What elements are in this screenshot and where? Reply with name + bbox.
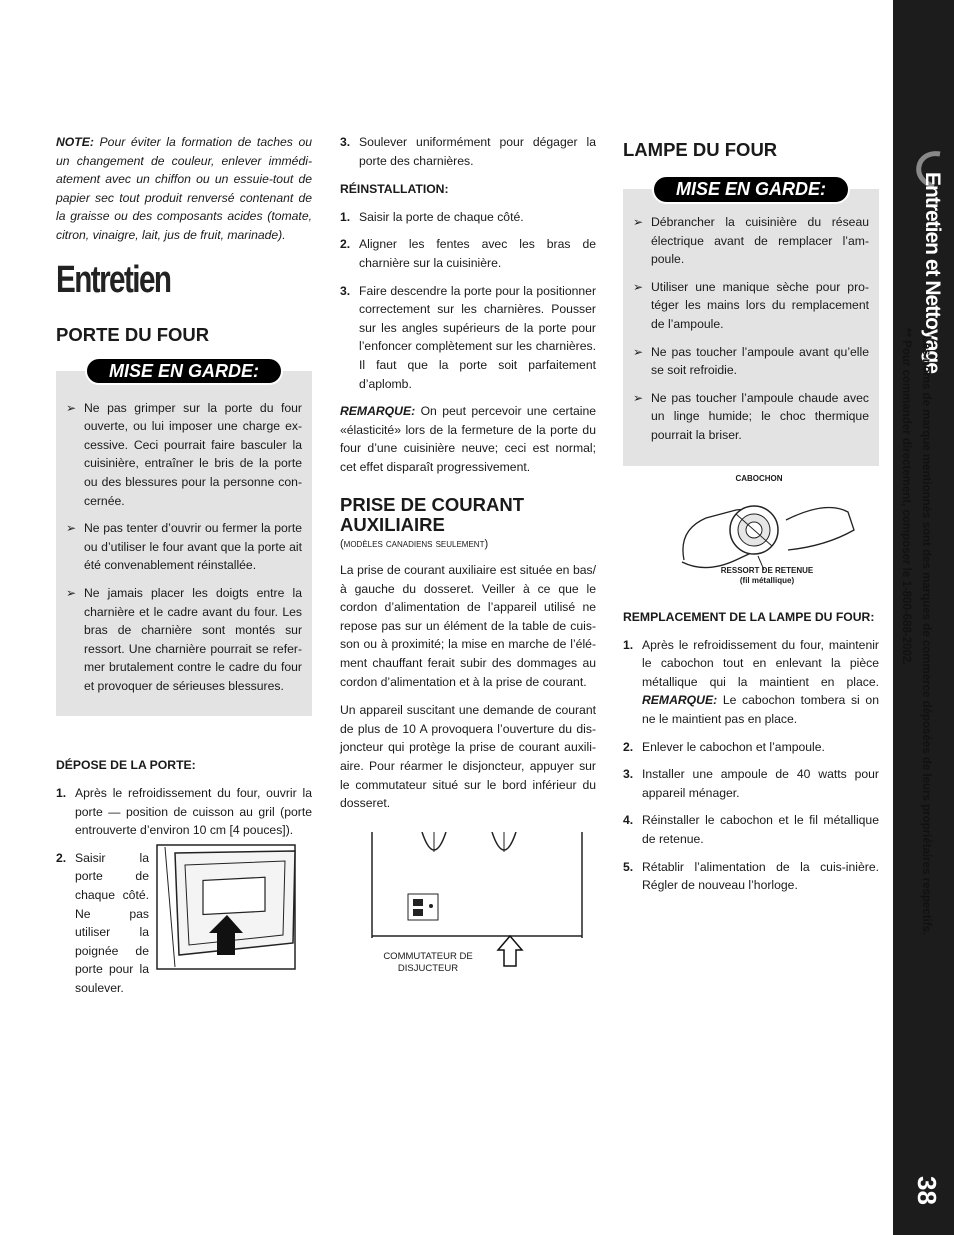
reinstall-step: 2. Aligner les fentes avec les bras de charnière sur la cuisinière. <box>340 237 596 270</box>
lamp-warning-item: ➢ Débrancher la cuisinière du réseau électrique avant de remplacer l’ampoule. <box>633 215 869 267</box>
lamp-illustration <box>676 490 856 574</box>
section-title: Entretien <box>56 258 171 301</box>
depose-step: 2. Saisir la porte de chaque côté. Ne pas utiliser la poignée de porte pour la soulever. <box>56 850 149 995</box>
outlet-title: PRISE DE COURANT AUXILIAIRE <box>340 493 524 535</box>
arrow-icon: ➢ <box>633 215 644 229</box>
lamp-warning-item: ➢ Ne pas toucher l’ampoule avant qu’elle se soit refroidie. <box>633 344 869 378</box>
reinstall-step: 3. Faire descendre la porte pour la positionner correctement sur les charnières. Pousser sur les angles supérieurs de la porte pour l’enfoncer complètement sur les charnières. Il faut que la porte soit parfaitement d’aplomb. <box>340 283 596 391</box>
note-paragraph <box>56 133 312 245</box>
remark-label: REMARQUE: <box>340 404 416 419</box>
remark-paragraph: REMARQUE: On peut percevoir une certaine «élasticité» lors de la fermeture de la porte du four d’une cuisinière neuve; ceci est normal; cet effet disparaît progressivement. <box>340 404 597 474</box>
warning-item: ➢ Ne pas grimper sur la porte du four ouverte, ou lui imposer une charge excessive. Ceci pourrait faire basculer la cuisinière, entraîner le bris de la porte ou des blessures pour la personne concernée. <box>66 400 302 508</box>
breaker-caption: COMMUTATEUR DE DISJUCTEUR <box>383 951 473 974</box>
page-number: 38 <box>912 1176 942 1205</box>
up-arrow-icon <box>494 932 526 970</box>
ressort-label: RESSORT DE RETENUE (fil métallique) <box>720 566 814 585</box>
arrow-icon: ➢ <box>633 344 644 359</box>
warning-box <box>56 360 312 717</box>
arrow-icon: ➢ <box>633 279 644 294</box>
column-3 <box>623 133 879 466</box>
column-2 <box>340 133 596 813</box>
subsection-title: PORTE DU FOUR <box>56 323 210 345</box>
depose-step: 1. Après le refroidissement du four, ouvrir la porte — position de cuisson au gril (porte entrouverte d’environ 10 cm [4 pouces]). <box>56 786 312 838</box>
door-removal-illustration <box>155 843 305 971</box>
arrow-icon: ➢ <box>633 390 644 405</box>
warning-label: MISE EN GARDE: <box>85 357 283 386</box>
replace-step: 2. Enlever le cabochon et l’ampoule. <box>623 739 825 754</box>
arrow-icon: ➢ <box>66 585 77 600</box>
sidebar-note-phone: ** Pour commander directement, composer le 1-800-688-2002. <box>900 328 912 666</box>
sidebar-note-trademark: * Les noms de marque mentionnés sont des marques de commerce déposées de leurs propriétaires respectifs. <box>920 328 932 936</box>
warning-item: ➢ Ne pas tenter d’ouvrir ou fermer la porte ou d’utiliser le four avant que la porte ait été convenablement réinstallée. <box>66 521 302 573</box>
sidebar-title: Entretien et Nettoyage <box>921 172 944 373</box>
replace-step: 3. Installer une ampoule de 40 watts pour appareil ménager. <box>623 767 879 800</box>
outlet-subtitle: (modèles canadiens seulement) <box>340 537 489 550</box>
replace-step: 1. Après le refroidissement du four, maintenir le cabochon tout en enlevant la pièce métallique qui la maintient en place. REMARQUE: Le cabochon tombera si on ne le maintient pas en place. <box>623 637 879 726</box>
lamp-warning-item: ➢ Utiliser une manique sèche pour protéger les mains lors du remplacement de l’ampoule. <box>633 279 869 331</box>
replace-step: 5. Rétablir l’alimentation de la cuis-inière. Régler de nouveau l’horloge. <box>623 859 879 893</box>
note-text: Pour éviter la formation de taches ou un changement de couleur, enlever immédiatement avec un chiffon ou un essuie-tout de papier sec tout produit renversé contenant de la graisse ou des composants acides (tomate, citron, vinaigre, lait, jus de fruit, marinade). <box>56 135 313 242</box>
depose-title: DÉPOSE DE LA PORTE: <box>56 758 196 773</box>
reinstall-title: RÉINSTALLATION: <box>340 182 449 197</box>
lamp-warning-label: MISE EN GARDE: <box>652 175 850 204</box>
warning-item: ➢ Ne jamais placer les doigts entre la charnière et le cadre avant du four. Les bras de charnière sont montés sur ressort. Une charnière pourrait se refermer brutalement contre le cadre du four et provoquer de sérieuses blessures. <box>66 585 302 693</box>
breaker-illustration <box>368 832 588 942</box>
remove-step-3: 3. Soulever uniformément pour dégager la porte des charnières. <box>340 135 596 168</box>
lamp-warning-box <box>623 179 879 466</box>
lamp-title: LAMPE DU FOUR <box>623 139 778 160</box>
arrow-icon: ➢ <box>66 400 77 415</box>
column-3-lower <box>623 608 879 904</box>
replace-title: REMPLACEMENT DE LA LAMPE DU FOUR: <box>623 610 875 624</box>
cabochon-label: CABOCHON <box>735 474 783 483</box>
note-label: NOTE: <box>56 135 94 149</box>
outlet-paragraph-1: La prise de courant auxiliaire est située en bas/à gauche du dosseret. Veiller à ce que le cordon d’alimentation de l’appareil utilisé ne repose pas sur un élément de la table de cuisson ou à proximité; la mise en marche de l’élément chauffant ferait subir des dommages au cordon d’alimentation et à la prise de courant. <box>340 563 596 689</box>
lamp-warning-item: ➢ Ne pas toucher l’ampoule chaude avec un linge humide; le choc thermique pourrait la briser. <box>633 390 869 442</box>
arrow-icon: ➢ <box>66 521 77 536</box>
replace-step: 4. Réinstaller le cabochon et le fil métallique de retenue. <box>623 813 879 846</box>
reinstall-step: 1. Saisir la porte de chaque côté. <box>340 209 524 224</box>
outlet-paragraph-2: Un appareil suscitant une demande de courant de plus de 10 A provoquera l’ouverture du disjoncteur qui protège la prise de courant auxiliaire. Pour réarmer le disjoncteur, appuyer sur le commutateur situé sur le bord inférieur du dosseret. <box>340 703 596 811</box>
